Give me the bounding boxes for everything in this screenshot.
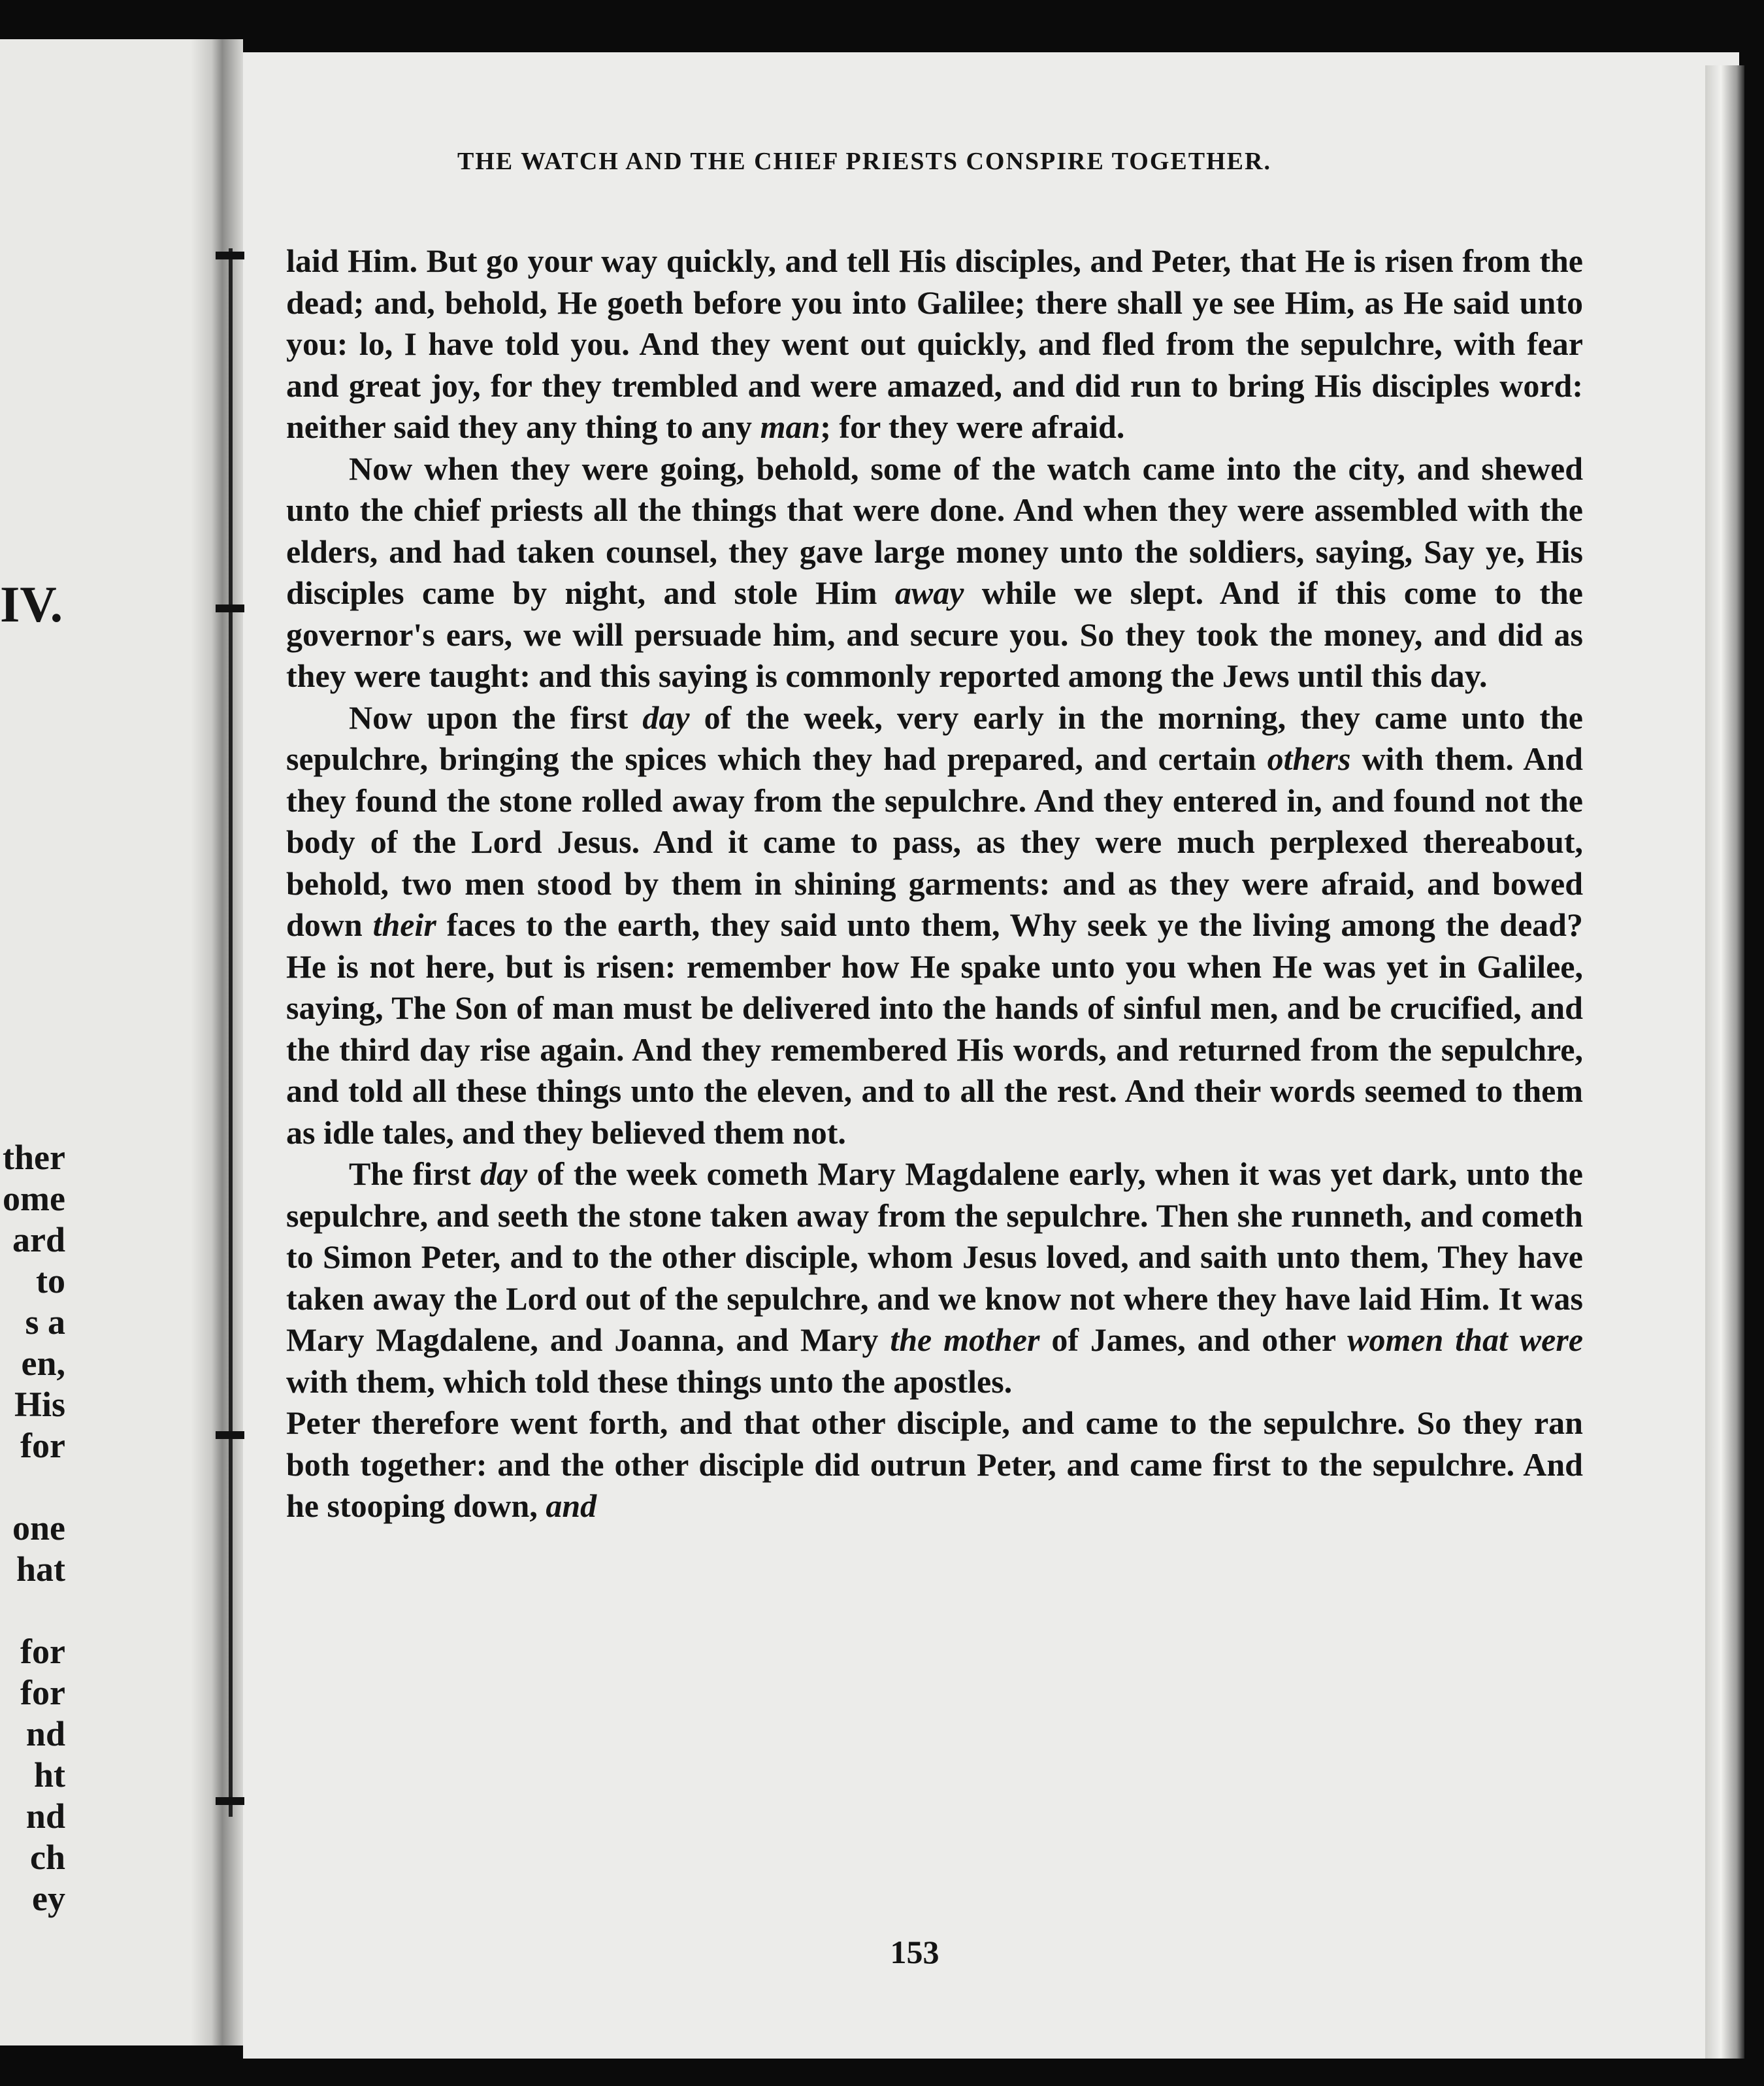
italic-text: day bbox=[480, 1155, 528, 1192]
paragraph bbox=[286, 448, 1583, 697]
facing-page-fragment: ther bbox=[3, 1138, 65, 1177]
facing-page-fragment: for bbox=[20, 1426, 65, 1465]
facing-page-fragment: His bbox=[14, 1385, 65, 1424]
italic-text: man bbox=[760, 408, 821, 445]
text-run: with them. And they found the stone rolled away from the sepulchre. And they entered in, and found not the body of the Lord Jesus. And it came to pass, as they were much perplexed thereabout, behold, two men stood by them in shining garments: and as they were afraid, and bowed down bbox=[286, 740, 1583, 943]
italic-text: their bbox=[372, 906, 436, 943]
text-run: ; for they were afraid. bbox=[820, 408, 1125, 445]
text-run: of the week, very early in the morning, they came unto the sepulchre, bringing the spices which they had prepared, and certain bbox=[286, 699, 1583, 777]
paragraph bbox=[286, 1402, 1583, 1527]
margin-marker-rule bbox=[229, 248, 233, 1817]
text-run: faces to the earth, they said unto them, Why seek ye the living among the dead? He is not here, but is risen: remember how He spake unto you when He was yet in Galilee, saying, The Son of man must be delivered into the hands of sinful men, and be crucified, and the third day rise again. And they remembered His words, and returned from the sepulchre, and told all these things unto the eleven, and to all the rest. And their words seemed to them as idle tales, and they believed them not. bbox=[286, 906, 1583, 1151]
text-run: of the week cometh Mary Magdalene early, when it was yet dark, unto the sepulchre, and seeth the stone taken away from the sepulchre. Then she runneth, and cometh to Simon Peter, and to the other disciple, whom Jesus loved, and saith unto them, They have taken away the Lord out of the sepulchre, and we know not where they have laid Him. It was Mary Magdalene, and Joanna, and Mary bbox=[286, 1155, 1583, 1358]
text-run: of James, and other bbox=[1039, 1321, 1348, 1358]
facing-page-fragment: ey bbox=[32, 1879, 65, 1918]
facing-page-fragment: ard bbox=[12, 1220, 65, 1259]
text-run: laid Him. But go your way quickly, and tell His disciples, and Peter, that He is risen from the dead; and, behold, He goeth before you into Galilee; there shall ye see Him, as He said unto you: lo, I have told you. And they went out quickly, and fled from the sepulchre, with fear and great joy, for they trembled and were amazed, and did run to bring His disciples word: neither said they any thing to any bbox=[286, 242, 1583, 445]
page-edge bbox=[1705, 65, 1744, 2059]
text-run: The first bbox=[349, 1155, 481, 1192]
running-head: THE WATCH AND THE CHIEF PRIESTS CONSPIRE TOGETHER. bbox=[457, 148, 1271, 175]
text-run: Now when they were going, behold, some of the watch came into the city, and shewed unto the chief priests all the things that were done. And when they were assembled with the elders, and had taken counsel, they gave large money unto the soldiers, saying, Say ye, His disciples came by night, and stole Him bbox=[286, 450, 1583, 611]
margin-marker-tick bbox=[216, 604, 244, 612]
facing-page-fragment: ome bbox=[3, 1179, 65, 1218]
facing-page-text-fragments bbox=[0, 1137, 65, 1919]
facing-page-fragment: nd bbox=[25, 1714, 65, 1753]
italic-text: away bbox=[894, 574, 964, 611]
facing-page-fragment: nd bbox=[25, 1796, 65, 1836]
text-run: while we slept. And if this come to the governor's ears, we will persuade him, and secure you. So they took the money, and did as they were taught: and this saying is commonly reported among the Jews until this day. bbox=[286, 574, 1583, 694]
facing-page-fragment: hat bbox=[16, 1549, 65, 1589]
body-text bbox=[286, 240, 1583, 1527]
facing-page-fragment: s a bbox=[25, 1302, 65, 1342]
facing-page-section-numeral: IV. bbox=[0, 576, 63, 633]
paragraph bbox=[286, 240, 1583, 448]
paragraph bbox=[286, 1153, 1583, 1402]
text-run: Now upon the first bbox=[349, 699, 643, 736]
facing-page-fragment bbox=[0, 1466, 65, 1508]
facing-page-fragment: to bbox=[36, 1261, 65, 1300]
italic-text: and bbox=[546, 1487, 597, 1524]
facing-page-fragment: one bbox=[12, 1508, 65, 1548]
facing-page-fragment: ch bbox=[30, 1838, 65, 1877]
paragraph bbox=[286, 697, 1583, 1154]
italic-text: others bbox=[1267, 740, 1351, 777]
italic-text: the mother bbox=[890, 1321, 1040, 1358]
facing-page-fragment: for bbox=[20, 1673, 65, 1712]
text-run: with them, which told these things unto the apostles. bbox=[286, 1363, 1013, 1400]
facing-page-fragment: en, bbox=[21, 1344, 65, 1383]
facing-page-fragment bbox=[0, 1590, 65, 1631]
page-number: 153 bbox=[890, 1934, 939, 1970]
margin-marker-tick bbox=[216, 252, 244, 259]
italic-text: day bbox=[642, 699, 690, 736]
margin-marker-tick bbox=[216, 1431, 244, 1439]
text-run: Peter therefore went forth, and that other disciple, and came to the sepulchre. So they ran both together: and the other disciple did outrun Peter, and came first to the sepulchre. And he stooping down, bbox=[286, 1404, 1583, 1524]
italic-text: women that were bbox=[1347, 1321, 1584, 1358]
facing-page-fragment: ht bbox=[33, 1755, 65, 1795]
margin-marker-tick bbox=[216, 1797, 244, 1805]
book-gutter bbox=[191, 39, 243, 2045]
facing-page-fragment: for bbox=[20, 1632, 65, 1671]
